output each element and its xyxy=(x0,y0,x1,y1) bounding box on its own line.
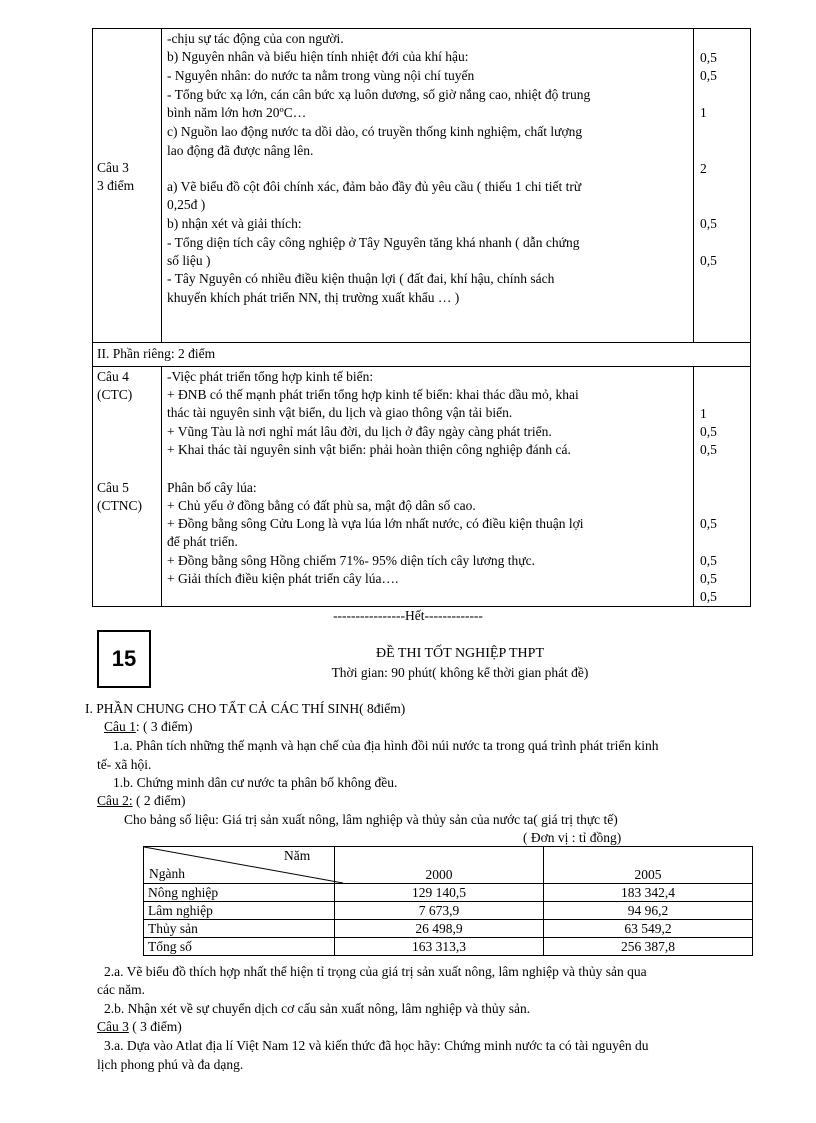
question-text: lịch phong phú và đa dạng. xyxy=(97,1057,244,1072)
question-text: 2.b. Nhận xét về sự chuyển dịch cơ cấu sản xuất nông, lâm nghiệp và thủy sản. xyxy=(104,1001,531,1016)
score: 0,5 xyxy=(700,424,717,439)
question-sub: (CTC) xyxy=(97,387,133,402)
value-cell: 183 342,4 xyxy=(544,884,753,902)
value-cell: 7 673,9 xyxy=(335,902,544,920)
score: 0,5 xyxy=(700,216,717,231)
question-label: Câu 3 xyxy=(97,160,129,175)
header-diagonal-cell xyxy=(144,847,335,884)
score: 2 xyxy=(700,161,707,176)
score: 0,5 xyxy=(700,553,717,568)
table-row xyxy=(144,884,753,902)
value-cell: 129 140,5 xyxy=(335,884,544,902)
table-border-left xyxy=(92,28,93,607)
answer-line: -Việc phát triển tổng hợp kinh tế biển: xyxy=(167,369,374,384)
value-cell: 26 498,9 xyxy=(335,920,544,938)
answer-line: lao động đã được nâng lên. xyxy=(167,143,314,158)
table-border-top xyxy=(92,28,751,29)
header-year: 2005 xyxy=(544,847,753,884)
table-row xyxy=(144,902,753,920)
question-points: ( 2 điểm) xyxy=(132,793,186,808)
question-points: ( 3 điểm) xyxy=(128,1019,182,1034)
question-1-heading xyxy=(104,718,193,736)
table-row xyxy=(144,938,753,956)
answer-line: b) nhận xét và giải thích: xyxy=(167,216,302,231)
exam-number-box: 15 xyxy=(97,630,151,688)
answer-line: b) Nguyên nhân và biểu hiện tính nhiệt đới của khí hậu: xyxy=(167,49,469,64)
unit-note: ( Đơn vị : tỉ đồng) xyxy=(523,830,622,845)
table-column-divider xyxy=(693,366,694,607)
table-row xyxy=(144,920,753,938)
question-text: 1.a. Phân tích những thế mạnh và hạn chế của địa hình đồi núi nước ta trong quá trình phát triển kinh xyxy=(113,738,659,753)
question-points: 3 điểm xyxy=(97,178,135,193)
answer-line: + Giải thích điều kiện phát triển cây lúa…. xyxy=(167,571,399,586)
score: 0,5 xyxy=(700,571,717,586)
score: 1 xyxy=(700,406,707,421)
question-sub: (CTNC) xyxy=(97,498,142,513)
data-table xyxy=(143,846,753,956)
sector-cell: Nông nghiệp xyxy=(144,884,335,902)
answer-line: khuyến khích phát triển NN, thị trường xuất khẩu … ) xyxy=(167,290,460,305)
header-year: 2000 xyxy=(335,847,544,884)
question-label: Câu 2: xyxy=(97,793,133,808)
answer-line: - Tổng bức xạ lớn, cán cân bức xạ luôn dương, số giờ nắng cao, nhiệt độ trung xyxy=(167,87,591,102)
answer-line: số liệu ) xyxy=(167,253,211,268)
question-points: : ( 3 điểm) xyxy=(135,719,193,734)
table-header-row xyxy=(144,847,753,884)
question-label: Câu 4 xyxy=(97,369,129,384)
answer-line: c) Nguồn lao động nước ta dồi dào, có truyền thống kinh nghiệm, chất lượng xyxy=(167,124,583,139)
exam-title: ĐỀ THI TỐT NGHIỆP THPT xyxy=(376,646,544,661)
sector-cell: Lâm nghiệp xyxy=(144,902,335,920)
question-label: Câu 1 xyxy=(104,719,136,734)
table-column-divider xyxy=(161,28,162,343)
answer-line: 0,25đ ) xyxy=(167,197,206,212)
answer-line: -chịu sự tác động của con người. xyxy=(167,31,344,46)
score: 0,5 xyxy=(700,589,717,604)
value-cell: 163 313,3 xyxy=(335,938,544,956)
answer-line: - Nguyên nhân: do nước ta nằm trong vùng nội chí tuyến xyxy=(167,68,475,83)
value-cell: 94 96,2 xyxy=(544,902,753,920)
question-text: các năm. xyxy=(97,982,145,997)
answer-line: + Đồng bằng sông Hồng chiếm 71%- 95% diện tích cây lương thực. xyxy=(167,553,535,568)
score: 0,5 xyxy=(700,442,717,457)
score: 0,5 xyxy=(700,516,717,531)
table-border xyxy=(92,366,751,367)
question-text: 2.a. Vẽ biểu đồ thích hợp nhất thể hiện tỉ trọng của giá trị sản xuất nông, lâm nghiệp và thủy sản qua xyxy=(104,964,647,979)
section-heading: II. Phần riêng: 2 điểm xyxy=(97,346,216,361)
question-text: Cho bảng số liệu: Giá trị sản xuất nông, lâm nghiệp và thủy sản của nước ta( giá trị thực tế) xyxy=(124,812,618,827)
end-marker: ----------------Hết------------- xyxy=(333,608,483,623)
header-year-label: Năm xyxy=(284,848,311,863)
answer-line: + Đồng bằng sông Cửu Long là vựa lúa lớn nhất nước, có điều kiện thuận lợi xyxy=(167,516,584,531)
answer-line: a) Vẽ biểu đồ cột đôi chính xác, đảm bảo đầy đủ yêu cầu ( thiếu 1 chi tiết trừ xyxy=(167,179,582,194)
value-cell: 256 387,8 xyxy=(544,938,753,956)
question-3-heading xyxy=(97,1018,182,1036)
question-text: 1.b. Chứng minh dân cư nước ta phân bố không đều. xyxy=(113,775,398,790)
answer-line: + Khai thác tài nguyên sinh vật biển: phải hoàn thiện công nghiệp đánh cá. xyxy=(167,442,571,457)
table-column-divider xyxy=(693,28,694,343)
answer-line: để phát triển. xyxy=(167,534,238,549)
question-label: Câu 5 xyxy=(97,480,129,495)
answer-line: thác tài nguyên sinh vật biển, du lịch và giao thông vận tải biển. xyxy=(167,405,513,420)
answer-line: bình năm lớn hơn 20ºC… xyxy=(167,105,307,120)
question-text: 3.a. Dựa vào Atlat địa lí Việt Nam 12 và kiến thức đã học hãy: Chứng minh nước ta có tài nguyên du xyxy=(104,1038,649,1053)
answer-line: Phân bố cây lúa: xyxy=(167,480,257,495)
sector-cell: Thủy sản xyxy=(144,920,335,938)
score: 0,5 xyxy=(700,253,717,268)
exam-time: Thời gian: 90 phút( không kể thời gian phát đề) xyxy=(331,665,589,680)
score: 0,5 xyxy=(700,50,717,65)
question-2-heading xyxy=(97,792,186,810)
header-sector-label: Ngành xyxy=(149,866,185,881)
question-text: tế- xã hội. xyxy=(97,757,152,772)
answer-line: - Tổng diện tích cây công nghiệp ở Tây Nguyên tăng khá nhanh ( dẫn chứng xyxy=(167,235,580,250)
score: 1 xyxy=(700,105,707,120)
table-border xyxy=(92,342,751,343)
sector-cell: Tổng số xyxy=(144,938,335,956)
answer-line: + ĐNB có thế mạnh phát triển tổng hợp kinh tế biển: khai thác dầu mỏ, khai xyxy=(167,387,579,402)
question-label: Câu 3 xyxy=(97,1019,129,1034)
score: 0,5 xyxy=(700,68,717,83)
table-column-divider xyxy=(161,366,162,607)
answer-line: + Chủ yếu ở đồng bằng có đất phù sa, mật độ dân số cao. xyxy=(167,498,476,513)
answer-line: - Tây Nguyên có nhiều điều kiện thuận lợi ( đất đai, khí hậu, chính sách xyxy=(167,271,555,286)
value-cell: 63 549,2 xyxy=(544,920,753,938)
table-border-right xyxy=(750,28,751,607)
part-heading: I. PHẦN CHUNG CHO TẤT CẢ CÁC THÍ SINH( 8điểm) xyxy=(85,701,406,716)
answer-line: + Vũng Tàu là nơi nghỉ mát lâu đời, du lịch ở đây ngày càng phát triển. xyxy=(167,424,552,439)
